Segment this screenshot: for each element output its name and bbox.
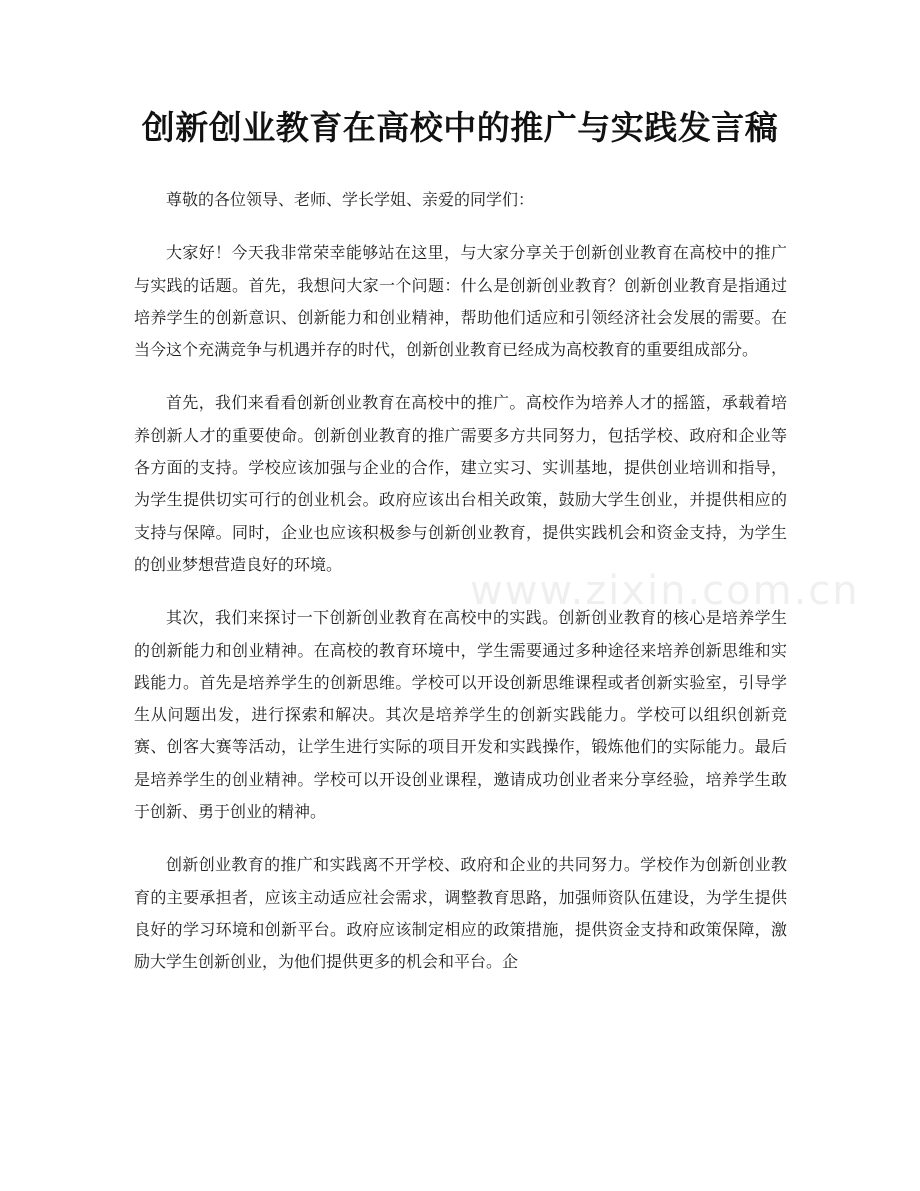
body-paragraph-4: 创新创业教育的推广和实践离不开学校、政府和企业的共同努力。学校作为创新创业教育的主要承担者，应该主动适应社会需求，调整教育思路，加强师资队伍建设，为学生提供良好的学习环境和创新平台。政府应该制定相应的政策措施，提供资金支持和政策保障，激励大学生创新创业，为他们提供更多的机会和平台。企 xyxy=(134,855,787,972)
body-paragraph-3: 其次，我们来探讨一下创新创业教育在高校中的实践。创新创业教育的核心是培养学生的创新能力和创业精神。在高校的教育环境中，学生需要通过多种途径来培养创新思维和实践能力。首先是培养学生的创新思维。学校可以开设创新思维课程或者创新实验室，引导学生从问题出发，进行探索和解决。其次是培养学生的创新实践能力。学校可以组织创新竞赛、创客大赛等活动，让学生进行实际的项目开发和实践操作，锻炼他们的实际能力。最后是培养学生的创业精神。学校可以开设创业课程，邀请成功创业者来分享经验，培养学生敢于创新、勇于创业的精神。 xyxy=(134,608,787,822)
document-title: 创新创业教育在高校中的推广与实践发言稿 xyxy=(141,108,779,147)
watermark-text: www.zixin.com.cn xyxy=(470,568,860,614)
greeting-paragraph: 尊敬的各位领导、老师、学长学姐、亲爱的同学们： xyxy=(166,190,535,209)
body-paragraph-2: 首先，我们来看看创新创业教育在高校中的推广。高校作为培养人才的摇篮，承载着培养创新人才的重要使命。创新创业教育的推广需要多方共同努力，包括学校、政府和企业等各方面的支持。学校应该加强与企业的合作，建立实习、实训基地，提供创业培训和指导，为学生提供切实可行的创业机会。政府应该出台相关政策，鼓励大学生创业，并提供相应的支持与保障。同时，企业也应该积极参与创新创业教育，提供实践机会和资金支持，为学生的创业梦想营造良好的环境。 xyxy=(134,393,787,574)
document-body xyxy=(134,184,787,1000)
body-paragraph-1: 大家好！今天我非常荣幸能够站在这里，与大家分享关于创新创业教育在高校中的推广与实践的话题。首先，我想问大家一个问题：什么是创新创业教育？创新创业教育是指通过培养学生的创新意识、创新能力和创业精神，帮助他们适应和引领经济社会发展的需要。在当今这个充满竞争与机遇并存的时代，创新创业教育已经成为高校教育的重要组成部分。 xyxy=(134,243,787,360)
